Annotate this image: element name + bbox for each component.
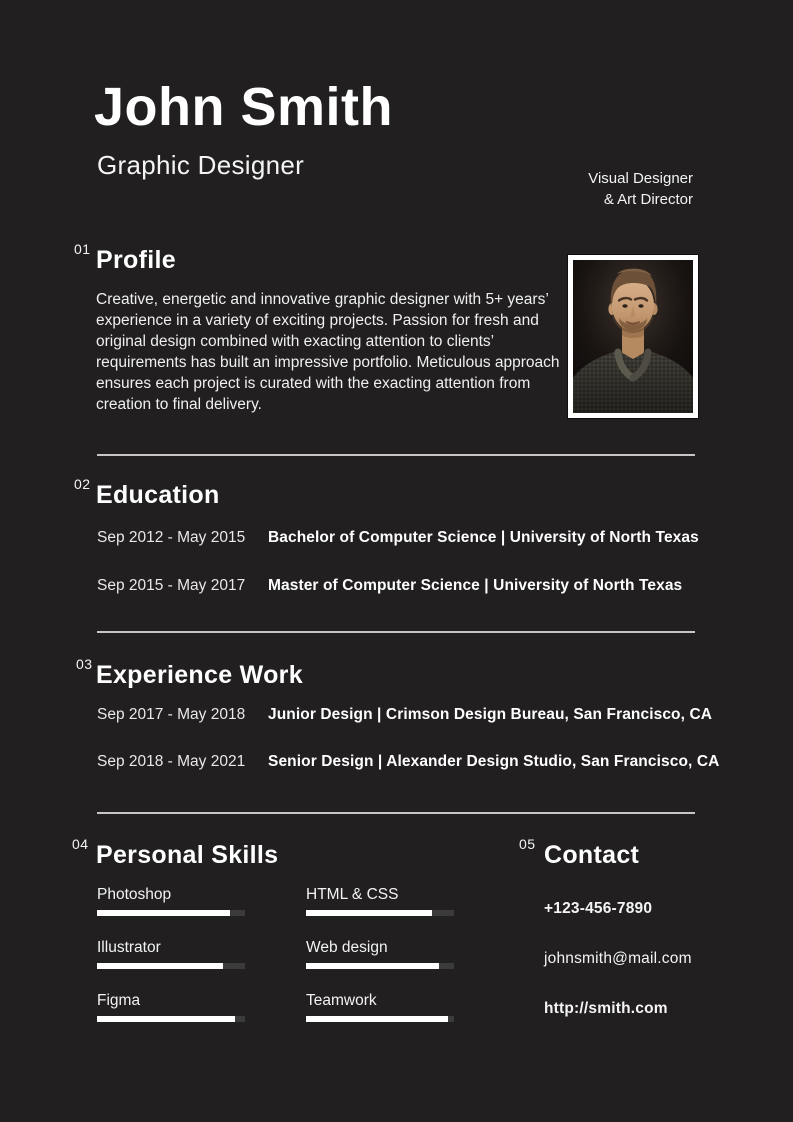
skill-label: HTML & CSS [306,886,399,903]
education-dates: Sep 2012 - May 2015 [97,529,246,546]
section-title-experience: Experience Work [96,661,303,689]
profile-summary-text: Creative, energetic and innovative graphic designer with 5+ years’ experience in a variety of exciting projects. Passion for fresh and original design combined with exacting attention to clients’ requirements has built an impressive portfolio. Meticulous approach ensures each project is curated with the exacting attention from creation to final delivery. [96,291,560,413]
divider-line [97,812,695,814]
skill-progress-fill [97,963,223,969]
skill-progress-track [306,1016,454,1022]
tagline-line-2: & Art Director [603,191,693,208]
skill-progress-fill [97,910,230,916]
divider-line [97,631,695,633]
skill-label: Teamwork [306,992,377,1009]
contact-website: http://smith.com [544,1000,668,1017]
contact-email: johnsmith@mail.com [544,950,692,967]
skill-item [97,886,245,916]
section-number-skills: 04 [72,836,89,852]
experience-dates: Sep 2017 - May 2018 [97,706,246,723]
skill-item [306,939,454,969]
divider-line [97,454,695,456]
person-name: John Smith [94,77,393,137]
skill-progress-fill [306,1016,448,1022]
skill-item [306,992,454,1022]
profile-photo [568,255,698,418]
experience-detail: Senior Design | Alexander Design Studio, San Francisco, CA [268,753,720,770]
education-detail: Bachelor of Computer Science | University of North Texas [268,529,699,546]
person-tagline [588,168,693,210]
skill-progress-fill [306,910,432,916]
section-title-education: Education [96,481,220,509]
skills-grid [97,886,454,1022]
skill-label: Web design [306,939,388,956]
section-title-contact: Contact [544,841,640,869]
skill-label: Photoshop [97,886,172,903]
section-number-experience: 03 [76,656,93,672]
section-title-skills: Personal Skills [96,841,279,869]
skill-item [306,886,454,916]
contact-phone: +123-456-7890 [544,900,653,917]
skill-progress-track [97,963,245,969]
education-row [97,577,737,595]
education-detail: Master of Computer Science | University of North Texas [268,577,683,594]
tagline-line-1: Visual Designer [588,170,693,187]
section-number-education: 02 [74,476,91,492]
skill-label: Illustrator [97,939,161,956]
section-number-profile: 01 [74,241,91,257]
skill-label: Figma [97,992,141,1009]
skill-progress-track [97,910,245,916]
experience-dates: Sep 2018 - May 2021 [97,753,246,770]
education-dates: Sep 2015 - May 2017 [97,577,246,594]
skill-progress-track [306,963,454,969]
education-row [97,529,737,547]
skill-progress-track [306,910,454,916]
experience-detail: Junior Design | Crimson Design Bureau, San Francisco, CA [268,706,713,723]
experience-row [97,753,737,771]
skill-progress-fill [97,1016,235,1022]
experience-row [97,706,737,724]
skill-progress-fill [306,963,439,969]
section-title-profile: Profile [96,246,176,274]
skill-item [97,992,245,1022]
skill-progress-track [97,1016,245,1022]
person-job-title: Graphic Designer [97,150,305,180]
portrait-illustration [573,260,693,413]
section-number-contact: 05 [519,836,536,852]
skill-item [97,939,245,969]
